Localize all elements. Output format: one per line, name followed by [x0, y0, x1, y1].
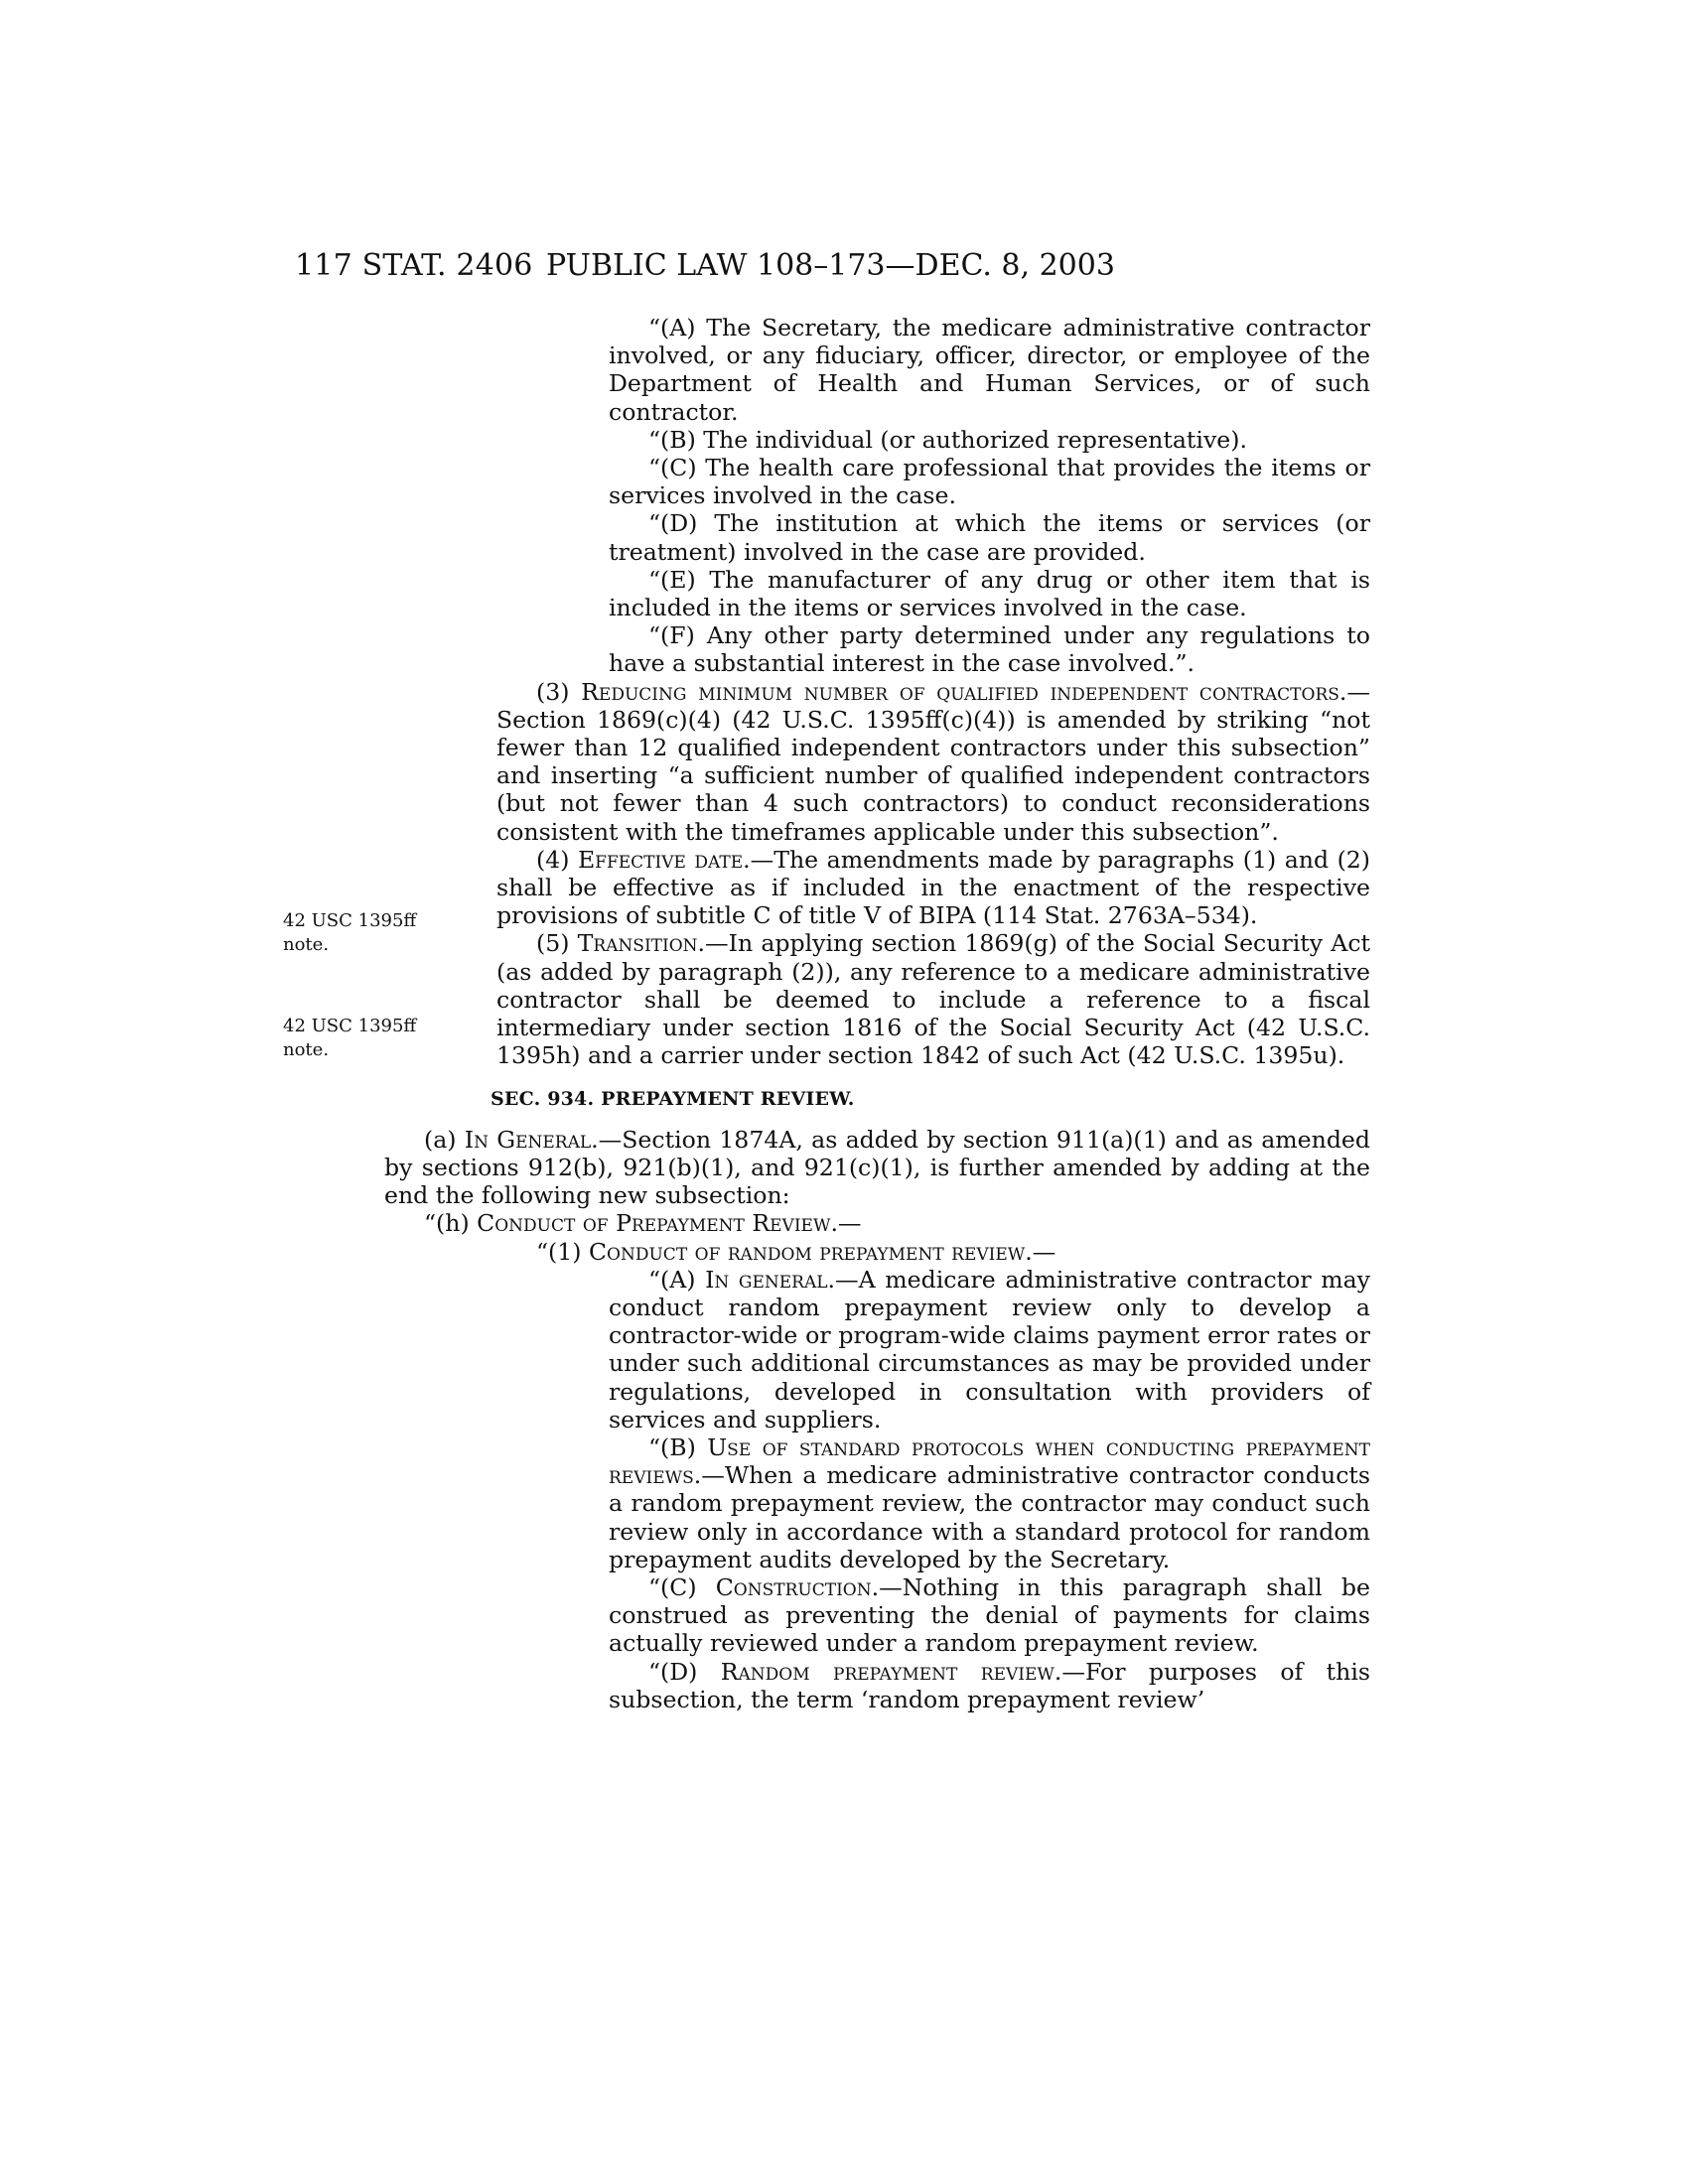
- paragraph-4-number: (4): [536, 845, 578, 874]
- subsection-a-number: (a): [424, 1125, 465, 1154]
- paragraph-3: [496, 678, 1370, 846]
- margin-note-citation: 42 USC 1395ff: [283, 1016, 417, 1036]
- paragraph-h1-C: [496, 1573, 1370, 1658]
- paragraph-h1-C-heading: Construction: [715, 1572, 872, 1601]
- paragraph-B: “(B) The individual (or authorized representative).: [648, 425, 1247, 454]
- running-head: PUBLIC LAW 108–173—DEC. 8, 2003: [546, 248, 1115, 283]
- paragraph-h1: [496, 1238, 1370, 1266]
- paragraph-h1-D-heading: Random prepayment review: [720, 1657, 1055, 1686]
- paragraph-3-number: (3): [536, 677, 582, 706]
- paragraph-4-heading: Effective date: [577, 845, 744, 874]
- paragraph-h1-D-number: “(D): [648, 1657, 721, 1686]
- paragraph-h1-B-text: .—When a medicare administrative contractor conducts a random prepayment review, the contractor may conduct such review only in accordance with a standard protocol for random prepayment audits developed by the Secretary.: [609, 1461, 1370, 1573]
- paragraph-h1-B: [496, 1433, 1370, 1573]
- subsection-a: [384, 1126, 1370, 1210]
- paragraph-F: “(F) Any other party determined under any regulations to have a substantial interest in the case involved.”.: [609, 621, 1370, 678]
- margin-note-transition: [283, 1015, 492, 1062]
- statute-body: [384, 314, 1371, 1713]
- paragraph-5-number: (5): [536, 929, 578, 958]
- subsection-h: [384, 1209, 1370, 1237]
- stat-page-number: 117 STAT. 2406: [295, 248, 533, 283]
- subsection-h-number: “(h): [424, 1209, 478, 1238]
- paragraph-3-heading: Reducing minimum number of qualified independent contractors: [581, 677, 1339, 706]
- paragraph-h1-C-text: .—Nothing in this paragraph shall be construed as preventing the denial of payments for claims actually reviewed under a random prepayment review.: [609, 1572, 1370, 1658]
- paragraph-h1-A-heading: In general: [705, 1265, 828, 1294]
- paragraph-E: “(E) The manufacturer of any drug or other item that is included in the items or services involved in the case.: [609, 565, 1370, 622]
- paragraph-h1-number: “(1): [536, 1237, 589, 1266]
- paragraph-5-text: .—In applying section 1869(g) of the Social Security Act (as added by paragraph (2)), any reference to a medicare administrative contractor shall be deemed to include a reference to a fiscal intermediary under section 1816 of the Social Security Act (42 U.S.C. 1395h) and a carrier under section 1842 of such Act (42 U.S.C. 1395u).: [496, 929, 1371, 1070]
- paragraph-3-text: .—Section 1869(c)(4) (42 U.S.C. 1395ff(c)(4)) is amended by striking “not fewer than 12 qualified independent contractors under this subsection” and inserting “a sufficient number of qualified independent contractors (but not fewer than 4 such contractors) to conduct reconsiderations consistent with the timeframes applicable under this subsection”.: [496, 677, 1370, 846]
- subsection-a-text: .—Section 1874A, as added by section 911(a)(1) and as amended by sections 912(b), 921(b)(1), and 921(c)(1), is further amended by adding at the end the following new subsection:: [384, 1125, 1370, 1210]
- paragraph-h1-A-number: “(A): [648, 1265, 706, 1294]
- subsection-h-text: .—: [830, 1209, 862, 1238]
- paragraph-h1-heading: Conduct of random prepayment review: [588, 1237, 1026, 1266]
- margin-note-suffix: note.: [283, 1039, 330, 1060]
- margin-note-effective-date: [283, 909, 492, 957]
- margin-note-suffix: note.: [283, 934, 330, 955]
- margin-note-citation: 42 USC 1395ff: [283, 910, 417, 931]
- paragraph-h1-A-text: .—A medicare administrative contractor may conduct random prepayment review only to develop a contractor-wide or program-wide claims payment error rates or under such additional circumstances as may be provided under regulations, developed in consultation with providers of services and suppliers.: [609, 1265, 1371, 1433]
- paragraph-D: “(D) The institution at which the items or services (or treatment) involved in the case are provided.: [609, 509, 1370, 566]
- paragraph-4: [496, 846, 1370, 930]
- paragraph-C: “(C) The health care professional that provides the items or services involved in the case.: [609, 454, 1370, 510]
- paragraph-4-text: .—The amendments made by paragraphs (1) and (2) shall be effective as if included in the enactment of the respective provisions of subtitle C of title V of BIPA (114 Stat. 2763A–534).: [496, 845, 1370, 930]
- section-heading: SEC. 934. PREPAYMENT REVIEW.: [491, 1088, 855, 1111]
- paragraph-h1-D: [496, 1658, 1370, 1713]
- paragraph-5: [496, 929, 1370, 1069]
- paragraph-5-heading: Transition: [577, 929, 698, 958]
- paragraph-h1-C-number: “(C): [648, 1572, 716, 1601]
- subsection-a-heading: In General: [464, 1125, 592, 1154]
- paragraph-A: “(A) The Secretary, the medicare administrative contractor involved, or any fiduciary, officer, director, or employee of the Department of Health and Human Services, or of such contractor.: [609, 314, 1370, 426]
- paragraph-h1-B-heading: Use of standard protocols when conducting prepayment reviews: [609, 1433, 1370, 1490]
- paragraph-h1-text: .—: [1025, 1237, 1056, 1266]
- paragraph-h1-D-text: .—For purposes of this subsection, the term ‘random prepayment review’: [609, 1657, 1370, 1713]
- paragraph-h1-B-number: “(B): [648, 1433, 708, 1461]
- paragraph-h1-A: [496, 1266, 1370, 1433]
- subsection-h-heading: Conduct of Prepayment Review: [477, 1209, 831, 1238]
